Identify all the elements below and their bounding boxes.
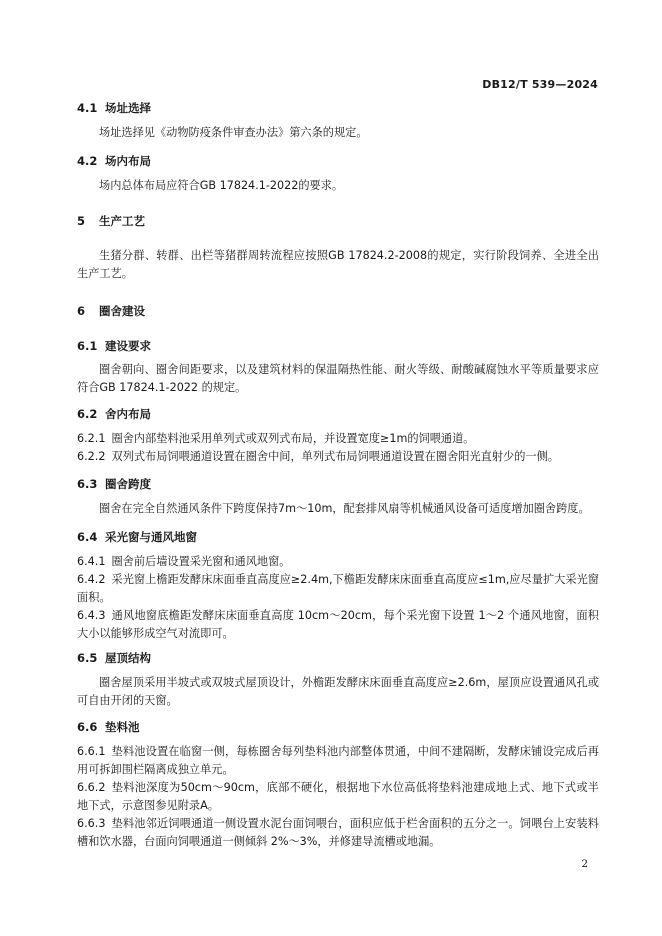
numbered-paragraph (77, 779, 599, 815)
clause-number: 6.4.3 (77, 609, 106, 622)
section-title: 场内布局 (105, 154, 151, 168)
document-code-header: DB12/T 539—2024 (482, 78, 598, 91)
clause-number: 6.4.1 (77, 555, 106, 568)
section-number: 5 (77, 214, 86, 228)
paragraph: 圈舍朝向、圈舍间距要求，以及建筑材料的保温隔热性能、耐火等级、耐酸碱腐蚀水平等质量要求应符合GB 17824.1-2022 的规定。 (77, 363, 599, 394)
section-number: 6.3 (77, 477, 98, 491)
clause-number: 6.2.2 (77, 450, 106, 463)
numbered-paragraph (77, 815, 599, 851)
section-title: 圈舍建设 (99, 304, 145, 318)
paragraph: 圈舍屋顶采用半坡式或双坡式屋顶设计，外檐距发酵床床面垂直高度应≥2.6m，屋顶应设置通风孔或可自由开闭的天窗。 (77, 676, 599, 707)
paragraph: 场内总体布局应符合GB 17824.1-2022的要求。 (99, 179, 344, 192)
numbered-paragraph (77, 571, 599, 607)
section-heading-6-2 (77, 406, 151, 422)
chapter-heading-6 (77, 303, 145, 319)
clause-number: 6.2.1 (77, 432, 106, 445)
clause-number: 6.6.2 (77, 781, 106, 794)
clause-text: 垫料池邻近饲喂通道一侧设置水泥台面饲喂台，面积应低于栏舍面积的五分之一。饲喂台上安装料槽和饮水器，台面向饲喂通道一侧倾斜 2%～3%，并修建导流槽或地漏。 (77, 817, 599, 848)
page-number: 2 (581, 858, 588, 870)
clause-text: 双列式布局饲喂通道设置在圈舍中间，单列式布局饲喂通道设置在圈舍阳光直射少的一侧。 (111, 450, 559, 463)
section-heading-6-1 (77, 338, 151, 354)
chapter-heading-5 (77, 213, 145, 229)
paragraph: 场址选择见《动物防疫条件审查办法》第六条的规定。 (99, 126, 368, 139)
section-number: 6.2 (77, 407, 98, 421)
clause-text: 垫料池设置在临窗一侧，每栋圈舍每列垫料池内部整体贯通，中间不建隔断，发酵床铺设完成后再用可拆卸围栏隔离成独立单元。 (77, 745, 599, 776)
section-heading-4-2 (77, 153, 151, 169)
section-number: 6.6 (77, 720, 98, 734)
clause-text: 通风地窗底檐距发酵床床面垂直高度 10cm～20cm，每个采光窗下设置 1～2 个通风地窗，面积大小以能够形成空气对流即可。 (77, 609, 599, 640)
paragraph: 圈舍在完全自然通风条件下跨度保持7m～10m，配套排风扇等机械通风设备可适度增加圈舍跨度。 (99, 502, 590, 515)
section-title: 建设要求 (105, 339, 151, 353)
section-number: 4.2 (77, 154, 98, 168)
clause-text: 垫料池深度为50cm～90cm，底部不硬化，根据地下水位高低将垫料池建成地上式、地下式或半地下式，示意图参见附录A。 (77, 781, 599, 812)
clause-number: 6.4.2 (77, 573, 106, 586)
section-number: 4.1 (77, 101, 98, 115)
numbered-paragraph (77, 743, 599, 779)
section-title: 舍内布局 (105, 407, 151, 421)
section-number: 6.5 (77, 651, 98, 665)
clause-number: 6.6.1 (77, 745, 106, 758)
section-title: 场址选择 (105, 101, 151, 115)
clause-text: 采光窗上檐距发酵床床面垂直高度应≥2.4m,下檐距发酵床床面垂直高度应≤1m,应尽量扩大采光窗面积。 (77, 573, 599, 604)
numbered-paragraph (77, 553, 599, 571)
section-number: 6.1 (77, 339, 98, 353)
numbered-paragraph (77, 448, 599, 466)
numbered-paragraph (77, 607, 599, 643)
section-number: 6.4 (77, 530, 98, 544)
section-title: 生产工艺 (99, 214, 145, 228)
numbered-paragraph (77, 430, 599, 448)
clause-text: 圈舍内部垫料池采用单列式或双列式布局，并设置宽度≥1m的饲喂通道。 (111, 432, 475, 445)
clause-text: 圈舍前后墙设置采光窗和通风地窗。 (111, 555, 291, 568)
section-title: 采光窗与通风地窗 (105, 530, 197, 544)
section-title: 屋顶结构 (105, 651, 151, 665)
section-title: 圈舍跨度 (105, 477, 151, 491)
section-heading-6-6 (77, 719, 140, 735)
section-heading-6-4 (77, 529, 197, 545)
section-heading-4-1 (77, 100, 151, 116)
paragraph: 生猪分群、转群、出栏等猪群周转流程应按照GB 17824.2-2008的规定，实行阶段饲养、全进全出生产工艺。 (77, 249, 599, 280)
section-number: 6 (77, 304, 86, 318)
section-title: 垫料池 (105, 720, 140, 734)
clause-number: 6.6.3 (77, 817, 106, 830)
section-heading-6-3 (77, 476, 151, 492)
section-heading-6-5 (77, 650, 151, 666)
